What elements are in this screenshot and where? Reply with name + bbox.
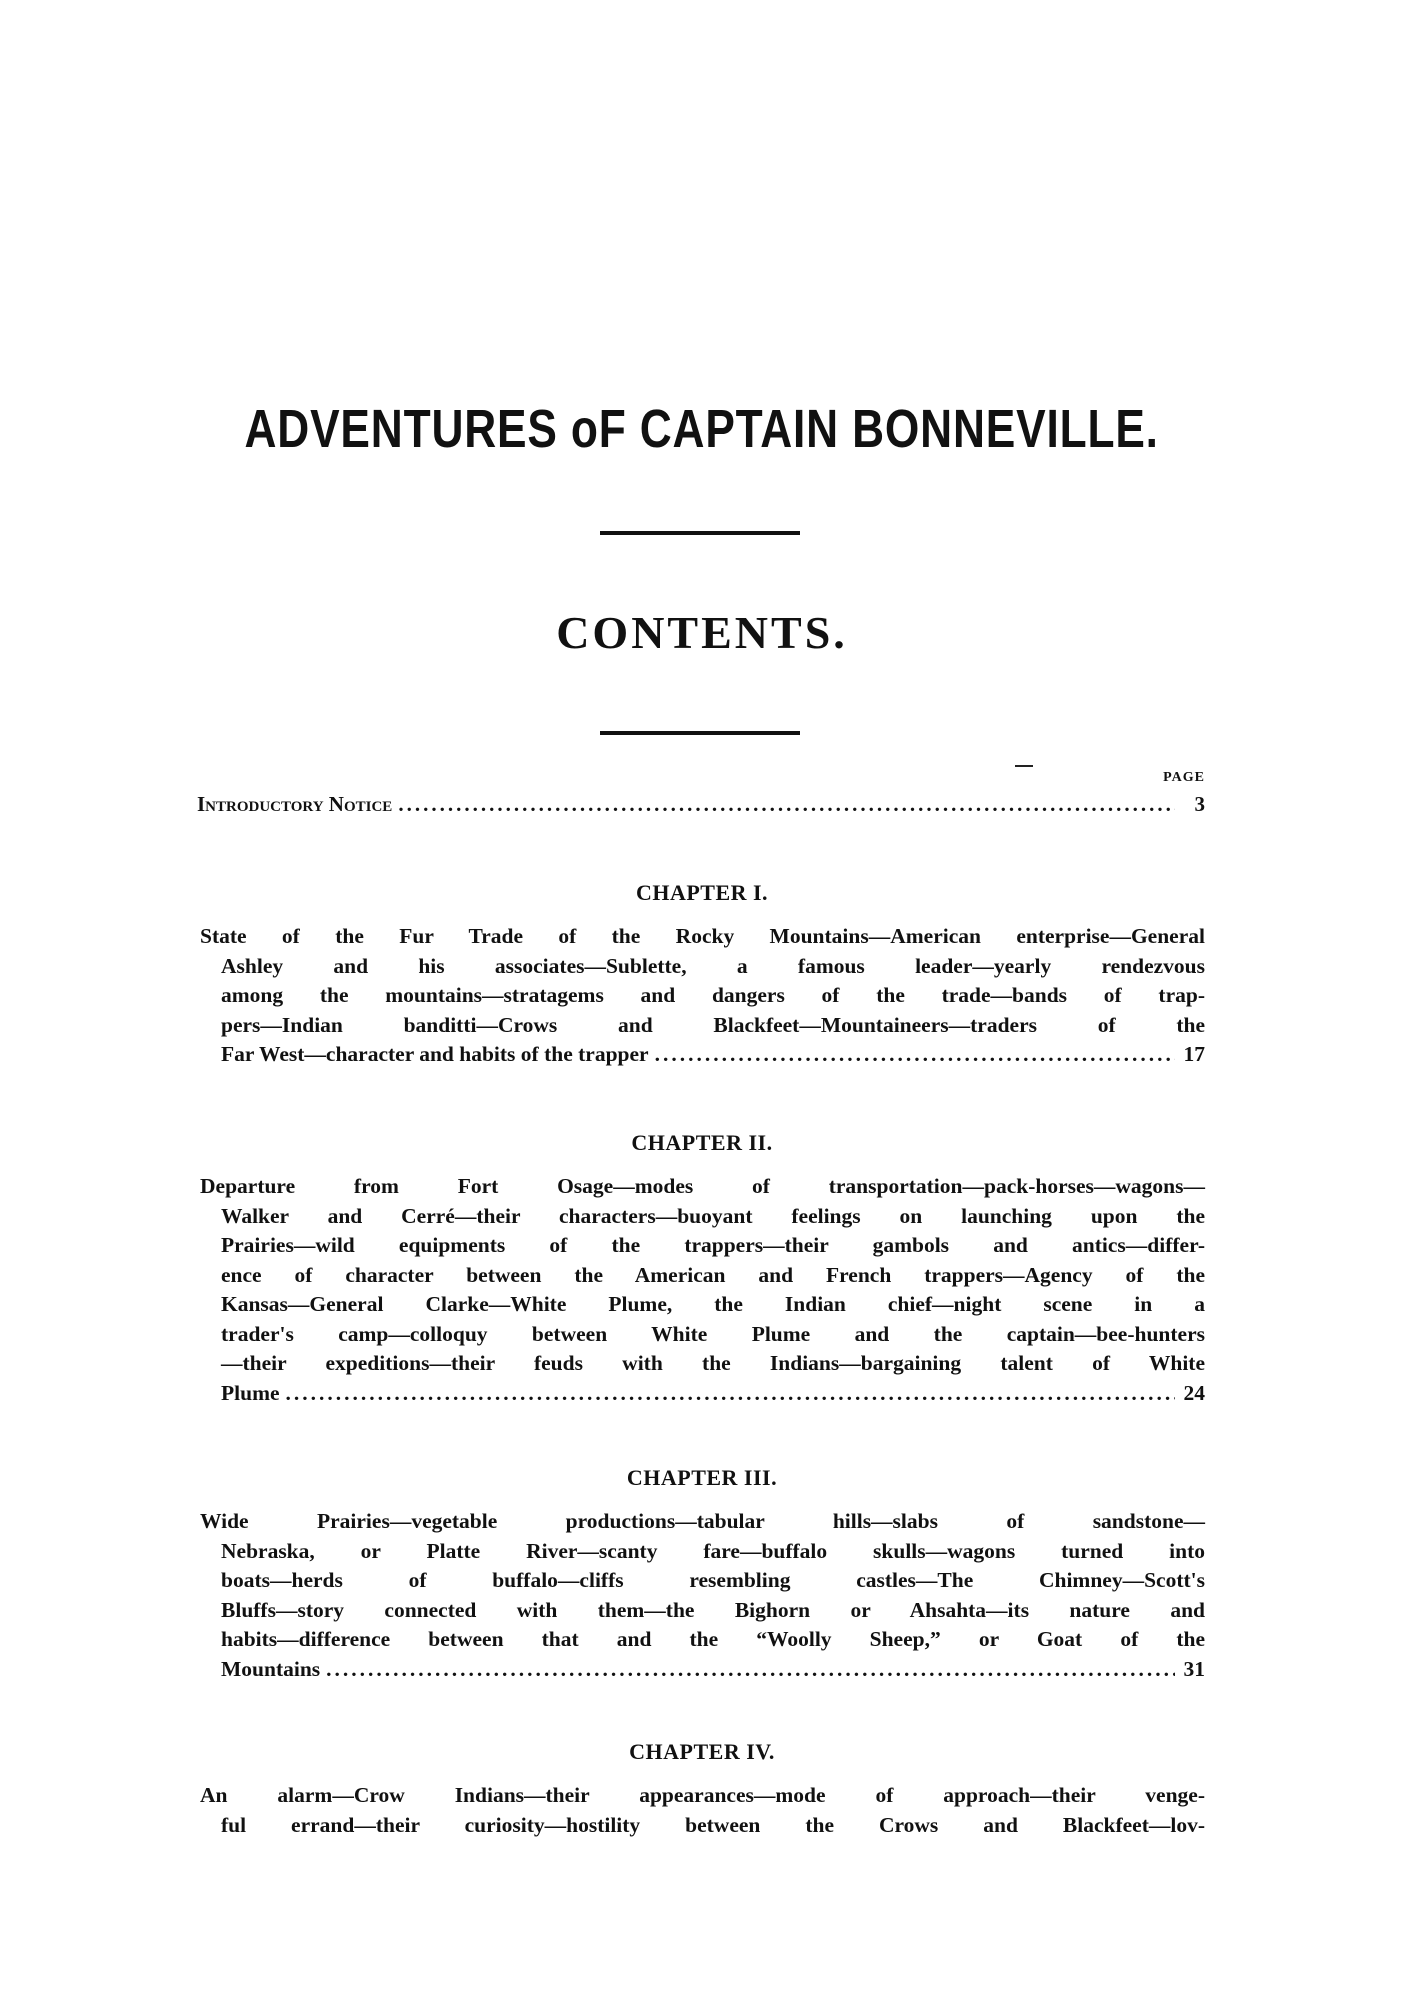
- dot-leader: [326, 1655, 1175, 1685]
- dot-leader: [655, 1040, 1175, 1070]
- summary-line: —their expeditions—their feuds with the Indians—bargaining talent of White: [221, 1351, 1205, 1375]
- stray-dash-mark: [1015, 765, 1033, 767]
- summary-line: Plume: [221, 1380, 280, 1405]
- summary-line: Departure from Fort Osage—modes of transportation—pack-horses—wagons—: [200, 1174, 1205, 1198]
- contents-heading: CONTENTS.: [556, 607, 848, 658]
- summary-last-line: [200, 1040, 1205, 1070]
- divider-rule: [600, 731, 800, 735]
- toc-entry-introductory-notice[interactable]: [197, 792, 1205, 822]
- summary-line: Walker and Cerré—their characters—buoyant feelings on launching upon the: [221, 1203, 1205, 1228]
- chapter-summary[interactable]: [200, 922, 1205, 1070]
- summary-line: State of the Fur Trade of the Rocky Mountains—American enterprise—General: [200, 924, 1205, 948]
- toc-page-number: 24: [1183, 1380, 1205, 1405]
- summary-line: Nebraska, or Platte River—scanty fare—buffalo skulls—wagons turned into: [221, 1538, 1205, 1563]
- chapter-summary[interactable]: [200, 1172, 1205, 1408]
- toc-page-number: 3: [1194, 792, 1205, 816]
- summary-line: among the mountains—stratagems and dangers of the trade—bands of trap-: [221, 983, 1205, 1007]
- summary-line: boats—herds of buffalo—cliffs resembling castles—The Chimney—Scott's: [221, 1568, 1205, 1592]
- chapter-heading: CHAPTER III.: [626, 1465, 778, 1490]
- chapter-summary[interactable]: [200, 1781, 1205, 1840]
- dot-leader: [398, 792, 1175, 817]
- summary-line: pers—Indian banditti—Crows and Blackfeet—Mountaineers—traders of the: [221, 1012, 1205, 1037]
- chapter-heading: CHAPTER IV.: [629, 1739, 775, 1764]
- summary-line: ful errand—their curiosity—hostility between the Crows and Blackfeet—lov-: [221, 1812, 1205, 1837]
- dot-leader: [286, 1379, 1175, 1409]
- summary-line: Bluffs—story connected with them—the Bighorn or Ahsahta—its nature and: [221, 1597, 1205, 1622]
- summary-line: habits—difference between that and the “Woolly Sheep,” or Goat of the: [221, 1627, 1205, 1651]
- summary-last-line: [200, 1655, 1205, 1685]
- toc-entry-label: Introductory Notice: [197, 792, 393, 816]
- summary-line: Prairies—wild equipments of the trappers—their gambols and antics—differ-: [221, 1233, 1205, 1257]
- divider-rule: [600, 531, 800, 535]
- summary-line: Ashley and his associates—Sublette, a famous leader—yearly rendezvous: [221, 953, 1205, 978]
- summary-line: Far West—character and habits of the trapper: [221, 1042, 649, 1066]
- summary-last-line: [200, 1379, 1205, 1409]
- book-title: ADVENTURES oF CAPTAIN BONNEVILLE.: [244, 399, 1159, 459]
- chapter-summary[interactable]: [200, 1507, 1205, 1684]
- summary-line: trader's camp—colloquy between White Plume and the captain—bee-hunters: [221, 1321, 1205, 1346]
- chapter-heading: CHAPTER II.: [631, 1130, 773, 1155]
- chapter-heading: CHAPTER I.: [635, 880, 769, 905]
- summary-line: ence of character between the American and French trappers—Agency of the: [221, 1262, 1205, 1287]
- summary-line: An alarm—Crow Indians—their appearances—mode of approach—their venge-: [200, 1783, 1205, 1807]
- summary-line: Wide Prairies—vegetable productions—tabular hills—slabs of sandstone—: [200, 1509, 1205, 1533]
- toc-page-number: 17: [1183, 1042, 1205, 1066]
- summary-line: Mountains: [221, 1656, 321, 1681]
- summary-line: Kansas—General Clarke—White Plume, the Indian chief—night scene in a: [221, 1292, 1205, 1316]
- toc-page-number: 31: [1183, 1656, 1205, 1681]
- page-column-label: PAGE: [1163, 770, 1205, 785]
